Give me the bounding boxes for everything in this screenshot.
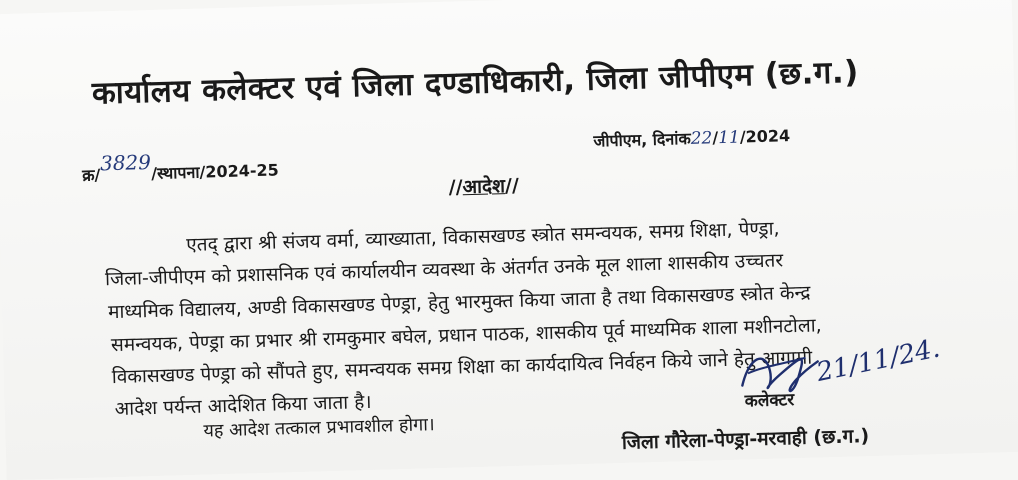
office-heading: कार्यालय कलेक्टर एवं जिला दण्डाधिकारी, जिला जीपीएम (छ.ग.): [91, 54, 860, 112]
body-line-3: माध्यमिक विद्यालय, अण्डी विकासखण्ड पेण्ड्रा, हेतु भारमुक्त किया जाता है तथा विकासखण्ड स्त्रोत केन्द्र: [107, 281, 811, 324]
reference-number-handwritten: 3829: [99, 149, 152, 176]
body-line-6: आदेश पर्यन्त आदेशित किया जाता है।: [114, 390, 372, 421]
body-line-4: समन्वयक, पेण्ड्रा का प्रभार श्री रामकुमार बघेल, प्रधान पाठक, शासकीय पूर्व माध्यमिक शाला मशीनटोला,: [110, 314, 822, 357]
reference-suffix: /स्थापना/2024-25: [150, 160, 279, 183]
date-line: जीपीएम, दिनांक22/11/2024: [593, 126, 791, 151]
body-line-2: जिला-जीपीएम को प्रशासनिक एवं कार्यालयीन व्यवस्था के अंतर्गत उनके मूल शाला शासकीय उच्चतर: [104, 249, 784, 291]
effect-line: यह आदेश तत्काल प्रभावशील होगा।: [203, 414, 436, 442]
reference-number: क्र/3829/स्थापना/2024-25: [81, 149, 279, 185]
date-year: /2024: [739, 126, 791, 147]
signatory-district: जिला गौरेला-पेण्ड्रा-मरवाही (छ.ग.): [621, 425, 870, 454]
signature-date-handwritten: 21/11/24.: [813, 333, 943, 389]
body-line-1: एतद् द्वारा श्री संजय वर्मा, व्याख्याता, विकासखण्ड स्त्रोत समन्वयक, समग्र शिक्षा, पेण्ड्रा,: [185, 217, 780, 257]
order-title: [448, 172, 519, 200]
order-title-slashes-right: //: [504, 174, 520, 198]
body-line-5: विकासखण्ड पेण्ड्रा को सौंपते हुए, समन्वयक समग्र शिक्षा का कार्यदायित्व निर्वहन किये जाने हेतु आगामी: [111, 346, 813, 389]
order-title-text: आदेश: [462, 175, 506, 199]
order-title-slashes-left: //: [448, 176, 463, 199]
reference-prefix: क्र: [81, 165, 95, 185]
signatory-designation: कलेक्टर: [744, 390, 795, 412]
date-month-handwritten: 11: [717, 127, 741, 149]
date-prefix: जीपीएम, दिनांक: [593, 128, 691, 151]
date-day-handwritten: 22: [690, 128, 713, 149]
